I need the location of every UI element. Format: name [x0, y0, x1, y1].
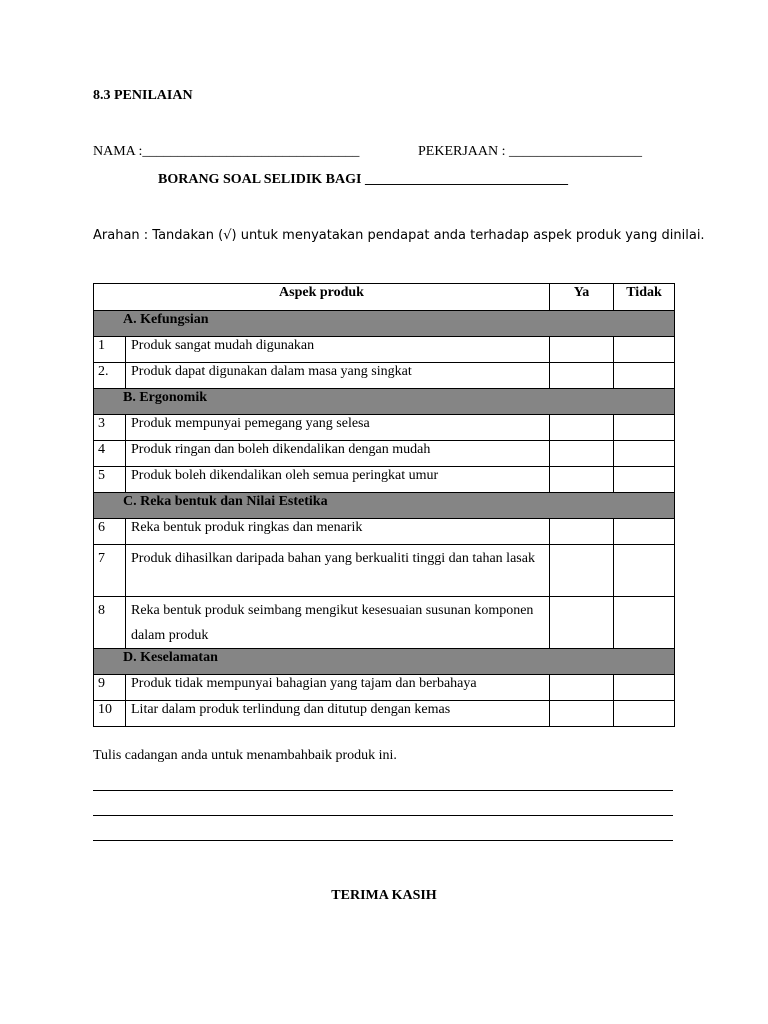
item-number: 1	[94, 337, 126, 363]
suggestion-line-3[interactable]	[93, 840, 673, 841]
item-text: Produk mempunyai pemegang yang selesa	[126, 415, 550, 441]
item-text: Produk sangat mudah digunakan	[126, 337, 550, 363]
item-number: 10	[94, 701, 126, 727]
section-title: D. Keselamatan	[123, 650, 218, 665]
table-row	[94, 597, 675, 649]
item-number: 9	[94, 675, 126, 701]
instructions: Arahan : Tandakan (√) untuk menyatakan pendapat anda terhadap aspek produk yang dinilai.	[93, 228, 705, 243]
table-row	[94, 519, 675, 545]
section-title: B. Ergonomik	[123, 390, 208, 405]
item-number: 2.	[94, 363, 126, 389]
nama-field[interactable]: NAMA :_______________________________	[93, 144, 360, 159]
suggestion-line-1[interactable]	[93, 790, 673, 791]
section-row	[94, 649, 675, 675]
item-text: Produk boleh dikendalikan oleh semua peringkat umur	[126, 467, 550, 493]
table-row	[94, 363, 675, 389]
table-header-row	[94, 284, 675, 311]
section-title: A. Kefungsian	[123, 312, 209, 327]
table-row	[94, 441, 675, 467]
suggestion-prompt: Tulis cadangan anda untuk menambahbaik produk ini.	[93, 748, 397, 763]
tidak-checkbox-cell[interactable]	[614, 363, 675, 389]
tidak-checkbox-cell[interactable]	[614, 701, 675, 727]
tidak-checkbox-cell[interactable]	[614, 337, 675, 363]
section-heading: 8.3 PENILAIAN	[93, 88, 193, 103]
table-row	[94, 337, 675, 363]
ya-checkbox-cell[interactable]	[550, 363, 614, 389]
table-row	[94, 701, 675, 727]
header-ya: Ya	[550, 284, 614, 311]
header-tidak: Tidak	[614, 284, 675, 311]
ya-checkbox-cell[interactable]	[550, 467, 614, 493]
item-text: Litar dalam produk terlindung dan ditutup dengan kemas	[126, 701, 550, 727]
item-number: 3	[94, 415, 126, 441]
ya-checkbox-cell[interactable]	[550, 545, 614, 597]
ya-checkbox-cell[interactable]	[550, 675, 614, 701]
section-cell	[94, 493, 675, 519]
item-text: Produk dihasilkan daripada bahan yang berkualiti tinggi dan tahan lasak	[126, 545, 550, 597]
ya-checkbox-cell[interactable]	[550, 597, 614, 649]
item-number: 8	[94, 597, 126, 649]
ya-checkbox-cell[interactable]	[550, 337, 614, 363]
section-cell	[94, 389, 675, 415]
table-row	[94, 467, 675, 493]
ya-checkbox-cell[interactable]	[550, 701, 614, 727]
ya-checkbox-cell[interactable]	[550, 519, 614, 545]
section-cell	[94, 649, 675, 675]
tidak-checkbox-cell[interactable]	[614, 441, 675, 467]
tidak-checkbox-cell[interactable]	[614, 519, 675, 545]
pekerjaan-field[interactable]: PEKERJAAN : ___________________	[418, 144, 643, 159]
borang-title: BORANG SOAL SELIDIK BAGI _____________________________	[158, 172, 568, 187]
tidak-checkbox-cell[interactable]	[614, 597, 675, 649]
section-title: C. Reka bentuk dan Nilai Estetika	[123, 494, 328, 509]
tidak-checkbox-cell[interactable]	[614, 675, 675, 701]
item-number: 6	[94, 519, 126, 545]
item-text: Reka bentuk produk seimbang mengikut kesesuaian susunan komponen dalam produk	[126, 597, 550, 649]
section-row	[94, 493, 675, 519]
section-row	[94, 389, 675, 415]
ya-checkbox-cell[interactable]	[550, 415, 614, 441]
survey-table	[93, 283, 675, 727]
tidak-checkbox-cell[interactable]	[614, 467, 675, 493]
ya-checkbox-cell[interactable]	[550, 441, 614, 467]
item-text: Reka bentuk produk ringkas dan menarik	[126, 519, 550, 545]
item-text: Produk dapat digunakan dalam masa yang singkat	[126, 363, 550, 389]
tidak-checkbox-cell[interactable]	[614, 545, 675, 597]
header-aspek: Aspek produk	[94, 284, 550, 311]
item-text: Produk tidak mempunyai bahagian yang tajam dan berbahaya	[126, 675, 550, 701]
table-row	[94, 415, 675, 441]
tidak-checkbox-cell[interactable]	[614, 415, 675, 441]
closing-thanks: TERIMA KASIH	[331, 888, 437, 903]
table-row	[94, 675, 675, 701]
section-row	[94, 311, 675, 337]
item-number: 7	[94, 545, 126, 597]
section-cell	[94, 311, 675, 337]
suggestion-line-2[interactable]	[93, 815, 673, 816]
item-number: 4	[94, 441, 126, 467]
item-text: Produk ringan dan boleh dikendalikan dengan mudah	[126, 441, 550, 467]
table-row	[94, 545, 675, 597]
item-number: 5	[94, 467, 126, 493]
